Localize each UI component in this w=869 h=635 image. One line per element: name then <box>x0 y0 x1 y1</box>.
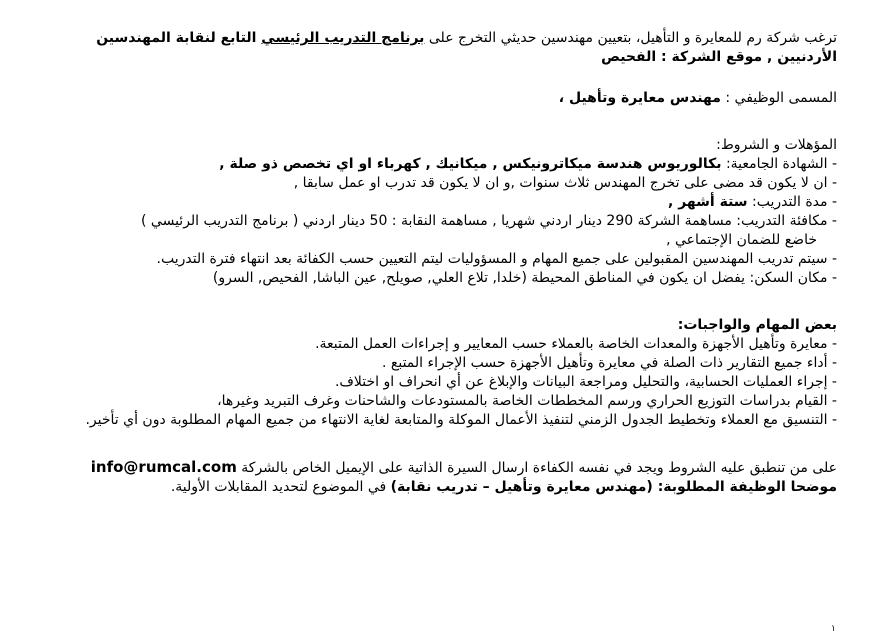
apply-subject-label: موضحا الوظيفة المطلوبة: (مهندس معايرة وتأهيل – تدريب نقابة) <box>390 479 837 495</box>
degree-label: - الشهادة الجامعية: <box>721 156 837 172</box>
duty-item: - التنسيق مع العملاء وتخطيط الجدول الزمني لتنفيذ الأعمال الموكلة والمتابعة لغاية الانتهاء من جميع المهام المطلوبة دون أي تأخير. <box>85 412 837 428</box>
duty-item: - معايرة وتأهيل الأجهزة والمعدات الخاصة بالعملاء حسب المعايير و إجراءات العمل المتبعة. <box>315 336 837 352</box>
duty-item: - إجراء العمليات الحسابية، والتحليل ومراجعة البيانات والإبلاغ عن أي انحراف او اختلاف. <box>334 374 837 390</box>
residence-line: - مكان السكن: يفضل ان يكون في المناطق المحيطة (خلدا, تلاع العلي, صويلح, عين الباشا, الفحيص, السرو) <box>212 270 837 286</box>
apply-subject-tail: في الموضوع لتحديد المقابلات الأولية. <box>170 479 391 495</box>
reward-line-continued: خاضع للضمان الإجتماعي , <box>666 232 817 248</box>
apply-paragraph <box>47 458 837 478</box>
job-title-label: المسمى الوظيفي : <box>720 90 837 106</box>
duties-heading: بعض المهام والواجبات: <box>677 317 837 333</box>
degree-value: بكالوريوس هندسة ميكاترونيكس , ميكانيك , كهرباء او اي تخصص ذو صلة , <box>219 156 722 172</box>
experience-line: - ان لا يكون قد مضى على تخرج المهندس ثلاث سنوات ,و ان لا يكون قد تدرب او عمل سابقا , <box>293 175 837 191</box>
program-name: برنامج التدريب الرئيسي <box>261 30 425 46</box>
job-title-value: مهندس معايرة وتأهيل ، <box>558 90 721 106</box>
intro-text-a: ترغب شركة رم للمعايرة و التأهيل، بتعيين مهندسين حديثي التخرج على <box>424 30 837 46</box>
duration-line <box>47 193 837 212</box>
duration-label: - مدة التدريب: <box>747 194 837 210</box>
duty-item: - القيام بدراسات التوزيع الحراري ورسم المخططات الخاصة بالمستودعات والشاحنات وغرف التبريد وغيرها، <box>217 393 837 409</box>
hiring-line: - سيتم تدريب المهندسين المقبولين على جميع المهام و المسؤوليات ليتم التعيين حسب الكفائة بعد انتهاء فترة التدريب. <box>156 251 837 267</box>
email-link[interactable]: info@rumcal.com <box>90 458 237 476</box>
qualifications-heading: المؤهلات و الشروط: <box>716 137 837 153</box>
duration-value: ستة أشهر , <box>668 194 748 210</box>
duty-item: - أداء جميع التقارير ذات الصلة في معايرة وتأهيل الأجهزة حسب الإجراء المتبع . <box>382 355 837 371</box>
job-title-line <box>47 89 837 108</box>
intro-paragraph <box>47 29 837 67</box>
apply-text: على من تنطبق عليه الشروط ويجد في نفسه الكفاءة ارسال السيرة الذاتية على الإيميل الخاص بالشركة <box>236 460 837 476</box>
reward-line: - مكافئة التدريب: مساهمة الشركة 290 دينار اردني شهريا , مساهمة النقابة : 50 دينار اردني ( برنامج التدريب الرئيسي ) <box>141 213 837 229</box>
apply-subject-line <box>47 478 837 497</box>
page-number: ١ <box>831 624 836 634</box>
intro-text-b: التابع لنقابة المهندسين الأردنيين , موقع الشركة : الفحيص <box>96 30 837 65</box>
job-ad-body <box>47 29 837 497</box>
degree-line <box>47 155 837 174</box>
